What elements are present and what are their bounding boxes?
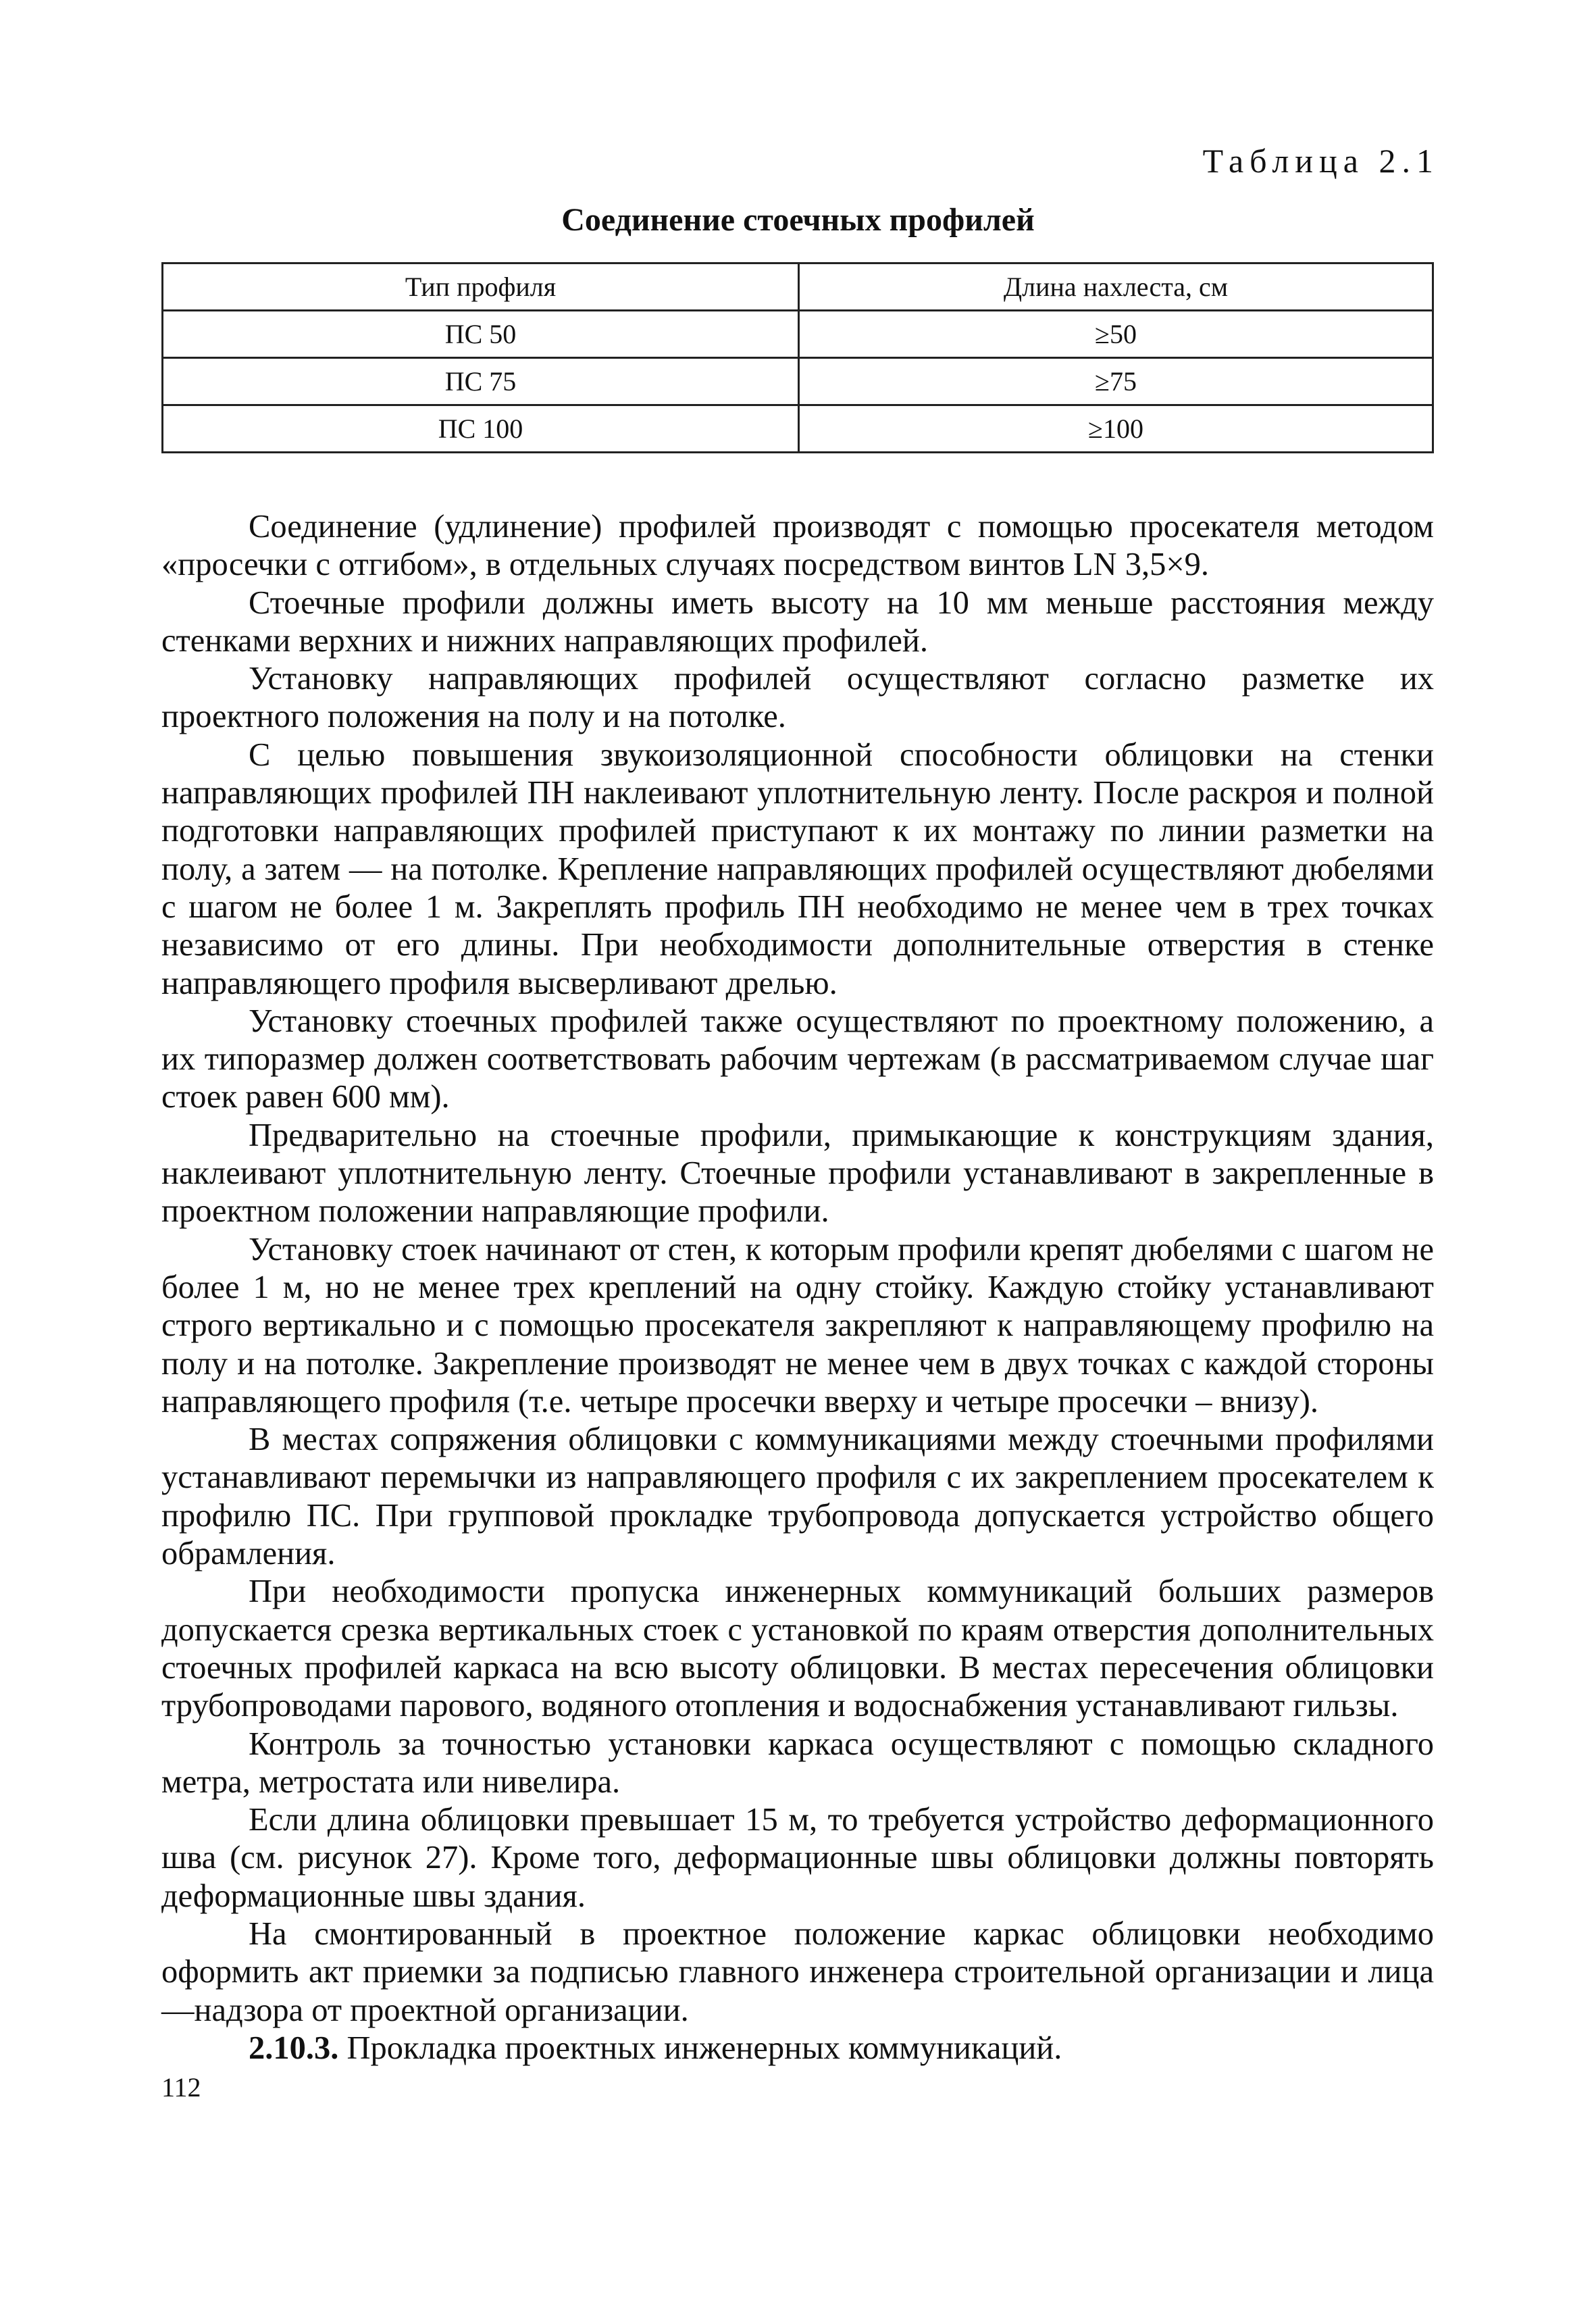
section-title: Прокладка проектных инженерных коммуникаций. [346, 2030, 1062, 2066]
table-row [163, 405, 1433, 453]
table-number: Таблица 2.1 [1202, 142, 1439, 180]
paragraph: Установку стоечных профилей также осуществляют по проектному положению, а их типоразмер должен соответствовать рабочим чертежам (в рассматриваемом случае шаг стоек равен 600 мм). [161, 1003, 1434, 1115]
section-number: 2.10.3. [249, 2030, 339, 2066]
profiles-table [161, 262, 1434, 453]
paragraph: На смонтированный в проектное положение каркас облицовки необходимо оформить акт приемки за подписью главного инженера строительной организации и лица—надзора от проектной организации. [161, 1915, 1434, 2028]
table-cell-profile: ПС 75 [163, 358, 799, 405]
table-cell-profile: ПС 50 [163, 311, 799, 358]
paragraph: Соединение (удлинение) профилей производят с помощью просекателя методом «просечки с отгибом», в отдельных случаях посредством винтов LN 3,5×9. [161, 509, 1434, 583]
table-cell-length: ≥100 [799, 405, 1433, 453]
paragraph: Стоечные профили должны иметь высоту на 10 мм меньше расстояния между стенками верхних и нижних направляющих профилей. [161, 584, 1434, 659]
paragraph: Предварительно на стоечные профили, примыкающие к конструкциям здания, наклеивают уплотнительную ленту. Стоечные профили устанавливают в закрепленные в проектном положении направляющие профили. [161, 1117, 1434, 1230]
table-row [163, 311, 1433, 358]
paragraph: Установку стоек начинают от стен, к которым профили крепят дюбелями с шагом не более 1 м, но не менее трех креплений на одну стойку. Каждую стойку устанавливают строго вертикально и с помощью просекателя закрепляют к направляющему профилю на полу и на потолке. Закрепление производят не менее чем в двух точках с каждой стороны направляющего профиля (т.е. четыре просечки вверху и четыре просечки – внизу). [161, 1231, 1434, 1419]
paragraph: Установку направляющих профилей осуществляют согласно разметке их проектного положения на полу и на потолке. [161, 661, 1434, 735]
paragraph: При необходимости пропуска инженерных коммуникаций больших размеров допускается срезка вертикальных стоек с установкой по краям отверстия дополнительных стоечных профилей каркаса на всю высоту облицовки. В местах пересечения облицовки трубопроводами парового, водяного отопления и водоснабжения устанавливают гильзы. [161, 1574, 1434, 1724]
paragraph: Если длина облицовки превышает 15 м, то требуется устройство деформационного шва (см. рисунок 27). Кроме того, деформационные швы облицовки должны повторять деформационные швы здания. [161, 1802, 1434, 1914]
table-cell-profile: ПС 100 [163, 405, 799, 453]
paragraph: С целью повышения звукоизоляционной способности облицовки на стенки направляющих профилей ПН наклеивают уплотнительную ленту. После раскроя и полной подготовки направляющих профилей приступают к их монтажу по линии разметки на полу, а затем — на потолке. Крепление направляющих профилей осуществляют дюбелями с шагом не более 1 м. Закреплять профиль ПН необходимо не менее чем в трех точках независимо от его длины. При необходимости дополнительные отверстия в стенке направляющего профиля высверливают дрелью. [161, 736, 1434, 1001]
table-title: Соединение стоечных профилей [561, 202, 1035, 238]
column-header-profile-type: Тип профиля [163, 263, 799, 311]
table-header-row [163, 263, 1433, 311]
page-number: 112 [161, 2072, 201, 2103]
table-cell-length: ≥75 [799, 358, 1433, 405]
section-heading [161, 2030, 1434, 2067]
paragraph: В местах сопряжения облицовки с коммуникациями между стоечными профилями устанавливают перемычки из направляющего профиля с их закреплением просекателем к профилю ПС. При групповой прокладке трубопровода допускается устройство общего обрамления. [161, 1422, 1434, 1572]
table-cell-length: ≥50 [799, 311, 1433, 358]
column-header-overlap-length: Длина нахлеста, см [799, 263, 1433, 311]
table-row [163, 358, 1433, 405]
body-text [161, 508, 1434, 2067]
paragraph: Контроль за точностью установки каркаса осуществляют с помощью складного метра, метростата или нивелира. [161, 1726, 1434, 1800]
